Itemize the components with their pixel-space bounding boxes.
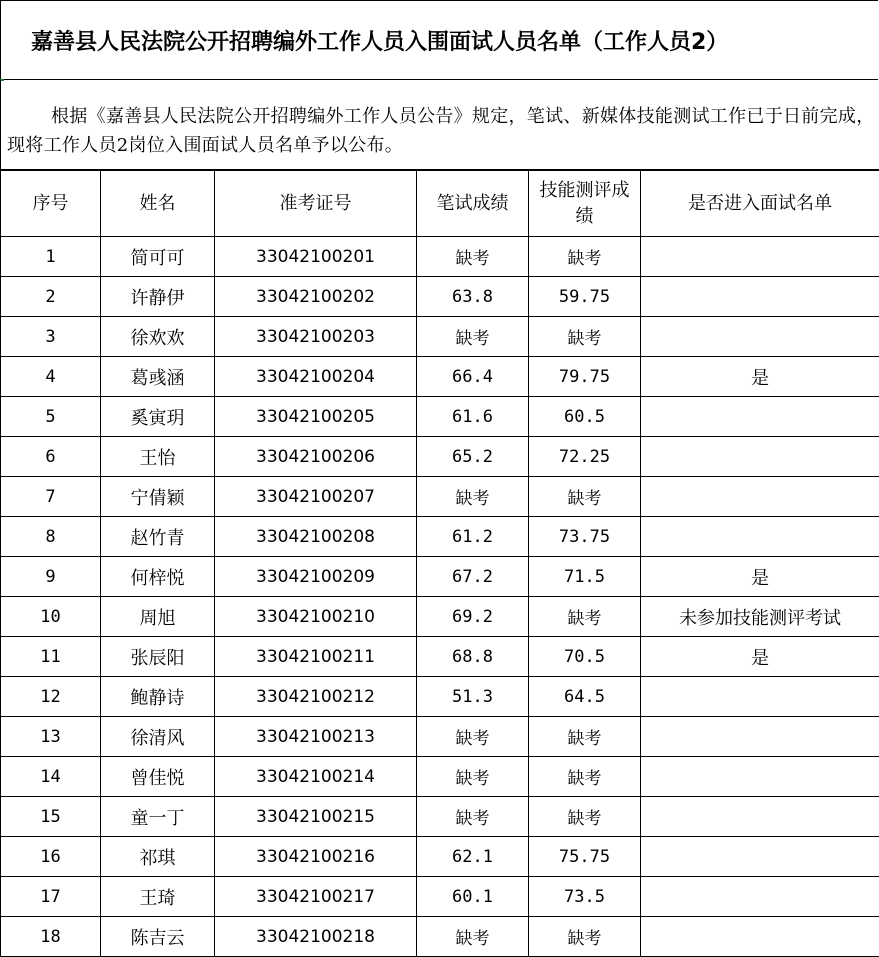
cell-interview-status	[641, 917, 879, 957]
cell-exam-id: 33042100209	[215, 557, 417, 597]
cell-name: 张辰阳	[101, 637, 215, 677]
cell-exam-id: 33042100204	[215, 357, 417, 397]
table-header-row	[1, 171, 879, 237]
cell-interview-status	[641, 877, 879, 917]
table-row	[1, 237, 879, 277]
cell-exam-id: 33042100201	[215, 237, 417, 277]
cell-seq: 13	[1, 717, 101, 757]
cell-skill-score: 71.5	[529, 557, 641, 597]
cell-name: 童一丁	[101, 797, 215, 837]
cell-name: 曾佳悦	[101, 757, 215, 797]
table-row	[1, 477, 879, 517]
cell-name: 陈吉云	[101, 917, 215, 957]
cell-name: 周旭	[101, 597, 215, 637]
table-row	[1, 557, 879, 597]
cell-interview-status: 未参加技能测评考试	[641, 597, 879, 637]
cell-seq: 9	[1, 557, 101, 597]
cell-seq: 16	[1, 837, 101, 877]
cell-written-score: 62.1	[417, 837, 529, 877]
cell-interview-status	[641, 237, 879, 277]
cell-seq: 2	[1, 277, 101, 317]
intro-paragraph: 根据《嘉善县人民法院公开招聘编外工作人员公告》规定，笔试、新媒体技能测试工作已于日前完成，现将工作人员2岗位入围面试人员名单予以公布。	[0, 80, 879, 170]
cell-name: 徐清风	[101, 717, 215, 757]
cell-skill-score: 缺考	[529, 477, 641, 517]
cell-written-score: 65.2	[417, 437, 529, 477]
table-row	[1, 637, 879, 677]
cell-seq: 14	[1, 757, 101, 797]
table-row	[1, 517, 879, 557]
cell-skill-score: 60.5	[529, 397, 641, 437]
header-name: 姓名	[101, 171, 215, 237]
table-row	[1, 317, 879, 357]
cell-exam-id: 33042100217	[215, 877, 417, 917]
cell-skill-score: 73.5	[529, 877, 641, 917]
cell-seq: 15	[1, 797, 101, 837]
cell-name: 祁琪	[101, 837, 215, 877]
cell-seq: 3	[1, 317, 101, 357]
cell-skill-score: 缺考	[529, 797, 641, 837]
cell-name: 王怡	[101, 437, 215, 477]
cell-written-score: 60.1	[417, 877, 529, 917]
table-row	[1, 597, 879, 637]
cell-skill-score: 59.75	[529, 277, 641, 317]
page-title: 嘉善县人民法院公开招聘编外工作人员入围面试人员名单（工作人员2）	[0, 0, 878, 80]
cell-exam-id: 33042100211	[215, 637, 417, 677]
cell-interview-status: 是	[641, 357, 879, 397]
cell-interview-status: 是	[641, 557, 879, 597]
cell-interview-status: 是	[641, 637, 879, 677]
cell-skill-score: 缺考	[529, 317, 641, 357]
cell-exam-id: 33042100206	[215, 437, 417, 477]
table-row	[1, 757, 879, 797]
cell-written-score: 缺考	[417, 717, 529, 757]
cell-written-score: 67.2	[417, 557, 529, 597]
cell-skill-score: 缺考	[529, 597, 641, 637]
cell-interview-status	[641, 677, 879, 717]
cell-interview-status	[641, 317, 879, 357]
table-row	[1, 717, 879, 757]
cell-seq: 18	[1, 917, 101, 957]
cell-written-score: 缺考	[417, 797, 529, 837]
table-row	[1, 877, 879, 917]
cell-interview-status	[641, 277, 879, 317]
cell-name: 赵竹青	[101, 517, 215, 557]
table-row	[1, 357, 879, 397]
cell-name: 鲍静诗	[101, 677, 215, 717]
cell-exam-id: 33042100213	[215, 717, 417, 757]
cell-exam-id: 33042100205	[215, 397, 417, 437]
cell-skill-score: 缺考	[529, 237, 641, 277]
cell-exam-id: 33042100214	[215, 757, 417, 797]
cell-seq: 1	[1, 237, 101, 277]
cell-seq: 10	[1, 597, 101, 637]
cell-written-score: 69.2	[417, 597, 529, 637]
cell-name: 简可可	[101, 237, 215, 277]
cell-skill-score: 79.75	[529, 357, 641, 397]
cell-name: 宁倩颖	[101, 477, 215, 517]
cell-seq: 17	[1, 877, 101, 917]
cell-seq: 7	[1, 477, 101, 517]
cell-seq: 12	[1, 677, 101, 717]
cell-name: 葛彧涵	[101, 357, 215, 397]
cell-seq: 5	[1, 397, 101, 437]
header-interview-status: 是否进入面试名单	[641, 171, 879, 237]
cell-seq: 6	[1, 437, 101, 477]
cell-seq: 8	[1, 517, 101, 557]
table-row	[1, 437, 879, 477]
cell-name: 许静伊	[101, 277, 215, 317]
cell-name: 王琦	[101, 877, 215, 917]
candidates-table	[0, 170, 879, 957]
cell-name: 徐欢欢	[101, 317, 215, 357]
cell-name: 奚寅玥	[101, 397, 215, 437]
cell-written-score: 68.8	[417, 637, 529, 677]
cell-exam-id: 33042100212	[215, 677, 417, 717]
cell-exam-id: 33042100208	[215, 517, 417, 557]
cell-skill-score: 75.75	[529, 837, 641, 877]
cell-skill-score: 64.5	[529, 677, 641, 717]
table-row	[1, 277, 879, 317]
cell-skill-score: 缺考	[529, 717, 641, 757]
cell-skill-score: 72.25	[529, 437, 641, 477]
cell-written-score: 61.6	[417, 397, 529, 437]
cell-written-score: 66.4	[417, 357, 529, 397]
cell-exam-id: 33042100203	[215, 317, 417, 357]
cell-interview-status	[641, 477, 879, 517]
cell-skill-score: 缺考	[529, 917, 641, 957]
cell-written-score: 缺考	[417, 237, 529, 277]
cell-exam-id: 33042100207	[215, 477, 417, 517]
header-seq: 序号	[1, 171, 101, 237]
table-row	[1, 397, 879, 437]
cell-written-score: 缺考	[417, 917, 529, 957]
header-skill-score: 技能测评成绩	[529, 171, 641, 237]
cell-written-score: 缺考	[417, 477, 529, 517]
header-written-score: 笔试成绩	[417, 171, 529, 237]
cell-interview-status	[641, 797, 879, 837]
cell-interview-status	[641, 517, 879, 557]
cell-seq: 11	[1, 637, 101, 677]
cell-skill-score: 70.5	[529, 637, 641, 677]
cell-skill-score: 73.75	[529, 517, 641, 557]
cell-written-score: 63.8	[417, 277, 529, 317]
cell-written-score: 51.3	[417, 677, 529, 717]
cell-exam-id: 33042100216	[215, 837, 417, 877]
cell-written-score: 61.2	[417, 517, 529, 557]
cell-exam-id: 33042100210	[215, 597, 417, 637]
header-exam-id: 准考证号	[215, 171, 417, 237]
table-row	[1, 837, 879, 877]
cell-interview-status	[641, 837, 879, 877]
cell-exam-id: 33042100218	[215, 917, 417, 957]
cell-written-score: 缺考	[417, 757, 529, 797]
table-row	[1, 797, 879, 837]
cell-exam-id: 33042100202	[215, 277, 417, 317]
cell-skill-score: 缺考	[529, 757, 641, 797]
table-row	[1, 677, 879, 717]
cell-name: 何梓悦	[101, 557, 215, 597]
table-row	[1, 917, 879, 957]
cell-seq: 4	[1, 357, 101, 397]
cell-written-score: 缺考	[417, 317, 529, 357]
cell-exam-id: 33042100215	[215, 797, 417, 837]
cell-interview-status	[641, 397, 879, 437]
cell-interview-status	[641, 437, 879, 477]
cell-interview-status	[641, 757, 879, 797]
cell-interview-status	[641, 717, 879, 757]
